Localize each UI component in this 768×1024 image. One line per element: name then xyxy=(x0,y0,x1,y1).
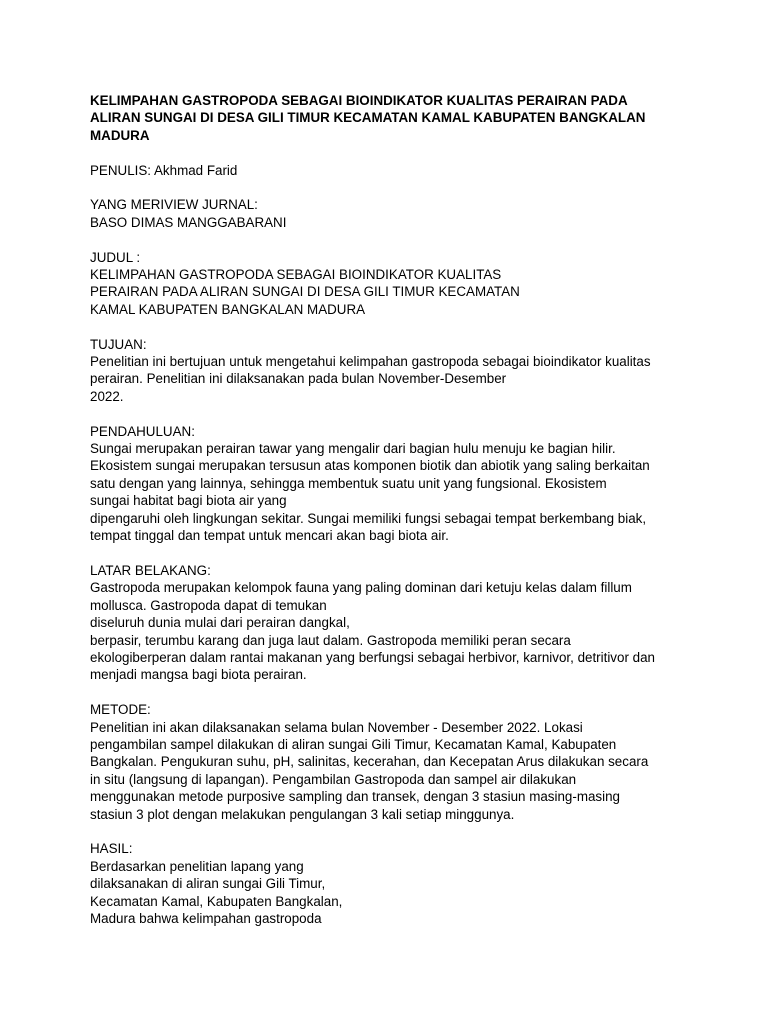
pendahuluan-line: Sungai merupakan perairan tawar yang mengalir dari bagian hulu menuju ke bagian hilir. xyxy=(90,441,616,457)
judul-line: PERAIRAN PADA ALIRAN SUNGAI DI DESA GILI TIMUR KECAMATAN xyxy=(90,284,520,300)
metode-line: in situ (langsung di lapangan). Pengambilan Gastropoda dan sampel air dilakukan xyxy=(90,771,577,787)
tujuan-line: 2022. xyxy=(90,388,124,404)
pendahuluan-line: Ekosistem sungai merupakan tersusun atas komponen biotik dan abiotik yang saling berkaitan xyxy=(90,458,650,474)
tujuan-line: perairan. Penelitian ini dilaksanakan pada bulan November-Desember xyxy=(90,371,507,387)
document-page xyxy=(90,92,690,945)
latar-belakang-line: mollusca. Gastropoda dapat di temukan xyxy=(90,597,327,613)
hasil-line: Kecamatan Kamal, Kabupaten Bangkalan, xyxy=(90,893,343,909)
metode-line: menggunakan metode purposive sampling dan transek, dengan 3 stasiun masing-masing xyxy=(90,789,620,805)
latar-belakang-line: diseluruh dunia mulai dari perairan dangkal, xyxy=(90,615,350,631)
latar-belakang-line: menjadi mangsa bagi biota perairan. xyxy=(90,667,307,683)
latar-belakang-line: ekologiberperan dalam rantai makanan yang berfungsi sebagai herbivor, karnivor, detritivor dan xyxy=(90,649,655,665)
pendahuluan-heading: PENDAHULUAN: xyxy=(90,423,195,439)
latar-belakang-heading: LATAR BELAKANG: xyxy=(90,562,211,578)
hasil-section xyxy=(90,840,690,927)
judul-line: KAMAL KABUPATEN BANGKALAN MADURA xyxy=(90,301,366,317)
metode-line: Bangkalan. Pengukuran suhu, pH, salinitas, kecerahan, dan Kecepatan Arus dilakukan secara xyxy=(90,754,649,770)
latar-belakang-line: berpasir, terumbu karang dan juga laut dalam. Gastropoda memiliki peran secara xyxy=(90,632,571,648)
judul-section xyxy=(90,249,690,319)
pendahuluan-line: dipengaruhi oleh lingkungan sekitar. Sungai memiliki fungsi sebagai tempat berkembang biak, xyxy=(90,510,647,526)
metode-section xyxy=(90,701,690,823)
metode-line: stasiun 3 plot dengan melakukan pengulangan 3 kali setiap minggunya. xyxy=(90,806,515,822)
author-line: PENULIS: Akhmad Farid xyxy=(90,162,238,178)
latar-belakang-line: Gastropoda merupakan kelompok fauna yang paling dominan dari ketuju kelas dalam fillum xyxy=(90,580,632,596)
title-line: MADURA xyxy=(90,127,150,143)
title-line: KELIMPAHAN GASTROPODA SEBAGAI BIOINDIKATOR KUALITAS PERAIRAN PADA xyxy=(90,93,628,108)
reviewer-section xyxy=(90,196,690,231)
hasil-line: Berdasarkan penelitian lapang yang xyxy=(90,858,304,874)
latar-belakang-section xyxy=(90,562,690,684)
hasil-line: Madura bahwa kelimpahan gastropoda xyxy=(90,910,322,926)
author-section xyxy=(90,162,690,179)
judul-heading: JUDUL : xyxy=(90,249,141,265)
hasil-heading: HASIL: xyxy=(90,841,133,857)
tujuan-heading: TUJUAN: xyxy=(90,336,147,352)
pendahuluan-line: satu dengan yang lainnya, sehingga membentuk suatu unit yang fungsional. Ekosistem xyxy=(90,475,607,491)
title-line: ALIRAN SUNGAI DI DESA GILI TIMUR KECAMATAN KAMAL KABUPATEN BANGKALAN xyxy=(90,110,646,126)
pendahuluan-line: tempat tinggal dan tempat untuk mencari akan bagi biota air. xyxy=(90,528,449,544)
reviewer-name: BASO DIMAS MANGGABARANI xyxy=(90,214,287,230)
metode-line: Penelitian ini akan dilaksanakan selama bulan November - Desember 2022. Lokasi xyxy=(90,719,583,735)
hasil-line: dilaksanakan di aliran sungai Gili Timur, xyxy=(90,876,326,892)
tujuan-line: Penelitian ini bertujuan untuk mengetahui kelimpahan gastropoda sebagai bioindikator kualitas xyxy=(90,354,651,370)
document-title xyxy=(90,92,690,144)
pendahuluan-section xyxy=(90,423,690,545)
reviewer-heading: YANG MERIVIEW JURNAL: xyxy=(90,197,258,213)
metode-heading: METODE: xyxy=(90,702,151,718)
metode-line: pengambilan sampel dilakukan di aliran sungai Gili Timur, Kecamatan Kamal, Kabupaten xyxy=(90,736,617,752)
judul-line: KELIMPAHAN GASTROPODA SEBAGAI BIOINDIKATOR KUALITAS xyxy=(90,267,502,283)
pendahuluan-line: sungai habitat bagi biota air yang xyxy=(90,493,287,509)
tujuan-section xyxy=(90,336,690,406)
